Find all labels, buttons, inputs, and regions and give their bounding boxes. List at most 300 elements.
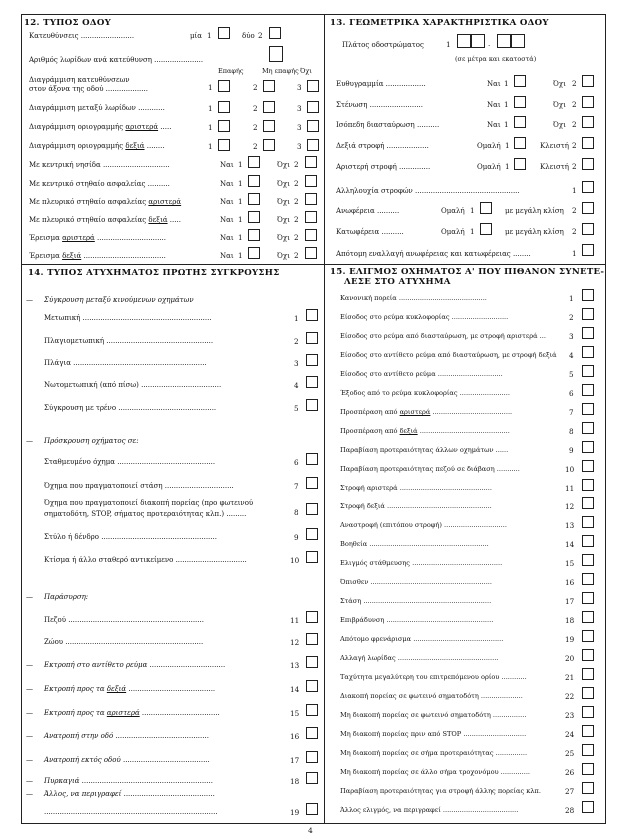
s14-dash-num-3: 16 — [290, 732, 300, 741]
s15-num-8: 9 — [569, 446, 574, 455]
s12-row3-2-opt-num-0: 1 — [208, 142, 213, 151]
s14-item-1-1: Όχημα που πραγματοποιεί στάση ............................... — [44, 482, 234, 490]
s12-yes-checkbox-5[interactable] — [248, 247, 260, 259]
separation-opt-checkbox-0[interactable] — [218, 80, 230, 92]
s12-row3-0-pre: Διαγράμμιση μεταξύ λωρίδων ............ — [29, 104, 165, 112]
s14-dash-num-5: 18 — [290, 777, 300, 786]
s12-row3-2-opt-checkbox-2[interactable] — [307, 139, 319, 151]
s15-title-line2: ΛΕΣΕ ΣΤΟ ΑΤΥΧΗΜΑ — [344, 277, 451, 287]
separation-opt-checkbox-1[interactable] — [263, 80, 275, 92]
curve-opt2-label-1: Κλειστή — [540, 163, 569, 171]
s12-yesno-4 — [29, 234, 166, 242]
s15-item-26 — [340, 787, 541, 795]
s14-dash-item-4 — [44, 756, 210, 764]
s14-dash-item-6 — [44, 790, 215, 798]
s15-item-6-post: ...................................... — [430, 408, 513, 416]
succession-num: 1 — [572, 186, 577, 195]
s14-dash-item-5-post: ........................................................... — [79, 777, 213, 785]
curve-opt2-checkbox-0[interactable] — [582, 137, 594, 149]
s14-item-1-3: Στύλο ή δένδρο .................................................... — [44, 533, 217, 541]
s12-no-num-5: 2 — [294, 251, 299, 260]
grade-opt2-label-1: με μεγάλη κλίση — [505, 228, 564, 236]
s15-item-16-post: ............................................................. — [361, 597, 492, 605]
direction-two-num: 2 — [258, 31, 263, 40]
s14-num-1-0: 6 — [294, 458, 299, 467]
s13-yesno-label-0: Ευθυγραμμία .................. — [336, 80, 426, 88]
s15-num-20: 21 — [565, 673, 575, 682]
s14-dash-item-2-pre: Εκτροπή προς τα — [44, 709, 107, 717]
s15-checkbox-18[interactable] — [582, 630, 594, 642]
separation-line1: Διαγράμμιση κατευθύνσεων — [29, 76, 130, 84]
succession-checkbox[interactable] — [582, 181, 594, 193]
s12-yes-checkbox-2[interactable] — [248, 193, 260, 205]
s15-item-12-post: .............................. — [441, 521, 507, 529]
s12-no-label-5: Όχι — [277, 252, 290, 260]
s12-row3-2-opt-checkbox-0[interactable] — [218, 139, 230, 151]
s12-yesno-4-underlined: αριστερά — [62, 234, 95, 242]
s14-dash-item-6-pre: Άλλος, να περιγραφεί — [44, 790, 122, 798]
s15-item-8 — [340, 446, 508, 454]
s13-no-num-1: 2 — [572, 100, 577, 109]
separation-opt-num-2: 3 — [297, 83, 302, 92]
direction-label: Κατευθύνσεις ........................ — [29, 32, 135, 40]
s13-no-num-0: 2 — [572, 79, 577, 88]
curve-label-0: Δεξιά στροφή ................... — [336, 142, 429, 150]
s15-checkbox-3[interactable] — [582, 346, 594, 358]
s12-row3-1-post: ..... — [158, 123, 172, 131]
s15-item-24 — [340, 749, 527, 757]
s15-num-27: 28 — [565, 806, 575, 815]
s14-last-checkbox[interactable] — [306, 803, 318, 815]
s12-row3-1-opt-num-2: 3 — [297, 123, 302, 132]
s14-num-1-3: 9 — [294, 533, 299, 542]
curve-opt1-checkbox-1[interactable] — [514, 158, 526, 170]
s14-item-0-4: Σύγκρουση με τρένο ............................................ — [44, 404, 217, 412]
direction-one-label: μία — [190, 32, 203, 40]
s15-checkbox-4[interactable] — [582, 365, 594, 377]
s15-checkbox-27[interactable] — [582, 801, 594, 813]
s14-checkbox-0-4[interactable] — [306, 399, 318, 411]
s13-no-checkbox-1[interactable] — [582, 96, 594, 108]
s14-checkbox-1-3[interactable] — [306, 528, 318, 540]
s15-num-17: 18 — [565, 616, 575, 625]
s15-item-3 — [340, 351, 557, 359]
s14-dash-num-1: 14 — [290, 685, 300, 694]
s15-item-19 — [340, 654, 498, 662]
s12-row3-0 — [29, 104, 165, 112]
s15-num-19: 20 — [565, 654, 575, 663]
alternating-label: Απότομη εναλλαγή ανωφέρειας και κατωφέρειας ........ — [336, 250, 531, 258]
s15-item-18-post: ........................................... — [411, 635, 504, 643]
s15-item-8-post: ...... — [493, 446, 509, 454]
s15-checkbox-22[interactable] — [582, 706, 594, 718]
s12-yesno-5-pre: Έρεισμα — [29, 252, 63, 260]
s15-item-12-pre: Αναστροφή (επιτόπου στροφή) — [340, 521, 442, 529]
s14-num-2-0: 11 — [290, 616, 300, 625]
s14-item-0-1: Πλαγιομετωπική ................................................ — [44, 337, 214, 345]
s12-yes-checkbox-3[interactable] — [248, 211, 260, 223]
s15-item-9 — [340, 465, 520, 473]
direction-two-checkbox[interactable] — [269, 27, 281, 39]
s15-checkbox-25[interactable] — [582, 763, 594, 775]
grade-opt1-num-1: 1 — [470, 227, 475, 236]
s12-yesno-4-pre: Έρεισμα — [29, 234, 63, 242]
s15-title-line1: 15. ΕΛΙΓΜΟΣ ΟΧΗΜΑΤΟΣ Α' ΠΟΥ ΠΙΘΑΝΟΝ ΣΥΝΕΤΕ- — [330, 267, 605, 277]
width-separator: . — [488, 40, 491, 48]
s15-item-1-post: ........................... — [449, 313, 509, 321]
s12-yes-label-5: Ναι — [220, 252, 234, 260]
s15-item-2-pre: Είσοδος στο ρεύμα από διασταύρωση, με στροφή αριστερά — [340, 332, 538, 340]
s12-yesno-2-pre: Με πλευρικό στηθαίο ασφαλείας — [29, 198, 149, 206]
s14-checkbox-2-1[interactable] — [306, 633, 318, 645]
s12-yes-checkbox-4[interactable] — [248, 229, 260, 241]
page-number: 4 — [308, 826, 313, 835]
s15-checkbox-0[interactable] — [582, 289, 594, 301]
grade-label-1: Κατωφέρεια .......... — [336, 228, 404, 236]
s12-no-num-0: 2 — [294, 160, 299, 169]
s15-item-20-post: ............ — [499, 673, 527, 681]
width-num: 1 — [446, 40, 451, 49]
s12-no-label-0: Όχι — [277, 161, 290, 169]
s15-item-5-post: ........................ — [457, 389, 510, 397]
s15-item-23-pre: Μη διακοπή πορείας πριν από STOP — [340, 730, 462, 738]
s15-checkbox-15[interactable] — [582, 573, 594, 585]
s15-num-4: 5 — [569, 370, 574, 379]
s15-item-11-post: .................................................. — [384, 502, 492, 510]
s15-num-14: 15 — [565, 559, 575, 568]
s15-item-17-post: ................................................... — [384, 616, 494, 624]
s14-group-heading-1: Πρόσκρουση οχήματος σε: — [44, 437, 139, 445]
s12-yesno-0 — [29, 161, 170, 169]
s15-item-13 — [340, 540, 489, 548]
s13-yes-checkbox-1[interactable] — [514, 96, 526, 108]
s15-checkbox-19[interactable] — [582, 649, 594, 661]
s15-item-19-pre: Αλλαγή λωρίδας — [340, 654, 396, 662]
s15-checkbox-1[interactable] — [582, 308, 594, 320]
s14-dash-checkbox-2[interactable] — [306, 704, 318, 716]
s12-row3-1-pre: Διαγράμμιση οριογραμμής — [29, 123, 126, 131]
s13-yes-label-2: Ναι — [487, 121, 501, 129]
s13-yesno-label-2: Ισόπεδη διασταύρωση .......... — [336, 121, 440, 129]
s14-dash-checkbox-3[interactable] — [306, 727, 318, 739]
direction-one-num: 1 — [207, 31, 212, 40]
s15-num-6: 7 — [569, 408, 574, 417]
width-digit-2[interactable] — [471, 34, 485, 48]
s15-item-9-post: ........... — [494, 465, 520, 473]
s12-no-num-1: 2 — [294, 179, 299, 188]
s14-dash-item-1-underlined: δεξιά — [106, 685, 127, 693]
width-label: Πλάτος οδοστρώματος — [342, 41, 424, 49]
col-header-1: Μη επαφής — [262, 67, 299, 75]
s12-row3-2-post: ........ — [144, 142, 165, 150]
s14-num-0-2: 3 — [294, 359, 299, 368]
s15-item-22-post: ................ — [490, 711, 527, 719]
s12-row3-2-opt-checkbox-1[interactable] — [263, 139, 275, 151]
s15-checkbox-8[interactable] — [582, 441, 594, 453]
s15-item-1-pre: Είσοδος στο ρεύμα κυκλοφορίας — [340, 313, 450, 321]
width-digit-4[interactable] — [511, 34, 525, 48]
s15-item-24-post: ............... — [493, 749, 528, 757]
s15-checkbox-13[interactable] — [582, 535, 594, 547]
s15-item-11 — [340, 502, 492, 510]
s12-no-num-3: 2 — [294, 215, 299, 224]
s14-dash-item-5-pre: Πυρκαγιά — [44, 777, 80, 785]
s14-dash-item-1 — [44, 685, 215, 693]
grade-opt2-num-0: 2 — [572, 206, 577, 215]
s15-item-25 — [340, 768, 530, 776]
s15-item-25-pre: Μη διακοπή πορείας σε άλλο σήμα τροχονόμου — [340, 768, 499, 776]
col-header-2: Όχι — [300, 67, 312, 75]
s15-checkbox-16[interactable] — [582, 592, 594, 604]
separation-opt-checkbox-2[interactable] — [307, 80, 319, 92]
s15-item-10-post: ............................................ — [397, 484, 492, 492]
s12-title: 12. ΤΥΠΟΣ ΟΔΟΥ — [24, 18, 112, 28]
s12-no-checkbox-5[interactable] — [305, 247, 317, 259]
col-header-0: Επαφής — [218, 67, 244, 75]
s15-checkbox-11[interactable] — [582, 497, 594, 509]
s15-item-11-pre: Στροφή δεξιά — [340, 502, 385, 510]
s15-item-7-underlined: δεξιά — [399, 427, 418, 435]
s15-checkbox-24[interactable] — [582, 744, 594, 756]
s15-item-15-pre: Όπισθεν — [340, 578, 369, 586]
s14-dash-3: — — [26, 732, 33, 740]
s14-dash-item-3 — [44, 732, 209, 740]
s12-yesno-3 — [29, 216, 181, 224]
grade-opt2-checkbox-0[interactable] — [582, 202, 594, 214]
s14-dash-0: — — [26, 661, 33, 669]
s14-dash-item-2-post: ................................... — [139, 709, 220, 717]
s12-row3-1-opt-checkbox-1[interactable] — [263, 120, 275, 132]
s14-dash-checkbox-0[interactable] — [306, 656, 318, 668]
s14-dash-checkbox-4[interactable] — [306, 751, 318, 763]
s15-checkbox-2[interactable] — [582, 327, 594, 339]
s12-row3-1-opt-num-0: 1 — [208, 123, 213, 132]
s15-item-0 — [340, 294, 487, 302]
curve-opt2-num-0: 2 — [572, 141, 577, 150]
s13-no-label-1: Όχι — [553, 101, 566, 109]
s15-num-18: 19 — [565, 635, 575, 644]
s12-row3-1-opt-num-1: 2 — [253, 123, 258, 132]
bottom-divider — [324, 264, 325, 824]
s15-num-7: 8 — [569, 427, 574, 436]
s12-no-checkbox-4[interactable] — [305, 229, 317, 241]
width-note: (σε μέτρα και εκατοστά) — [455, 55, 537, 63]
s15-checkbox-26[interactable] — [582, 782, 594, 794]
s15-item-22-pre: Μη διακοπή πορείας σε φωτεινό σηματοδότη — [340, 711, 491, 719]
s14-group-dash-1: — — [26, 437, 33, 445]
alternating-num: 1 — [572, 249, 577, 258]
s13-yes-checkbox-0[interactable] — [514, 75, 526, 87]
s15-item-3-pre: Είσοδος στο αντίθετο ρεύμα από διασταύρωση, με στροφή δεξιά — [340, 351, 557, 359]
s15-checkbox-21[interactable] — [582, 687, 594, 699]
s12-row3-0-opt-checkbox-2[interactable] — [307, 101, 319, 113]
s14-dash-1: — — [26, 685, 33, 693]
s12-row3-0-opt-checkbox-0[interactable] — [218, 101, 230, 113]
s14-group-heading-2: Παράσυρση: — [44, 593, 89, 601]
s12-no-checkbox-1[interactable] — [305, 175, 317, 187]
s15-item-8-pre: Παραβίαση προτεραιότητας άλλων οχημάτων — [340, 446, 494, 454]
s14-dash-item-3-pre: Ανατροπή στην οδό — [44, 732, 114, 740]
width-digit-1[interactable] — [457, 34, 471, 48]
s14-dash-item-2-underlined: αριστερά — [106, 709, 140, 717]
s15-item-4-post: ............................... — [435, 370, 503, 378]
s15-item-14-pre: Ελιγμός στάθμευσης — [340, 559, 410, 567]
s15-num-23: 24 — [565, 730, 575, 739]
s12-row3-2-opt-num-1: 2 — [253, 142, 258, 151]
curve-label-1: Αριστερή στροφή .............. — [336, 163, 431, 171]
s14-num-0-0: 1 — [294, 314, 299, 323]
s12-yes-num-0: 1 — [238, 160, 243, 169]
s15-checkbox-17[interactable] — [582, 611, 594, 623]
s12-yesno-2-underlined: αριστερά — [148, 198, 182, 206]
s12-yes-label-1: Ναι — [220, 180, 234, 188]
grade-opt2-label-0: με μεγάλη κλίση — [505, 207, 564, 215]
s14-last-line: .............................................................................. — [44, 808, 218, 816]
s12-yes-label-4: Ναι — [220, 234, 234, 242]
s14-checkbox-0-2[interactable] — [306, 354, 318, 366]
s12-no-checkbox-0[interactable] — [305, 156, 317, 168]
s12-no-num-2: 2 — [294, 197, 299, 206]
s13-no-checkbox-2[interactable] — [582, 116, 594, 128]
s15-checkbox-9[interactable] — [582, 460, 594, 472]
s13-no-num-2: 2 — [572, 120, 577, 129]
curve-opt1-num-0: 1 — [505, 141, 510, 150]
s15-item-27 — [340, 806, 518, 814]
s12-yes-checkbox-1[interactable] — [248, 175, 260, 187]
s15-item-20-pre: Ταχύτητα μεγαλύτερη του επιτρεπόμενου ορίου — [340, 673, 500, 681]
curve-opt2-checkbox-1[interactable] — [582, 158, 594, 170]
s15-checkbox-23[interactable] — [582, 725, 594, 737]
s14-checkbox-1-0[interactable] — [306, 453, 318, 465]
s15-checkbox-12[interactable] — [582, 516, 594, 528]
s15-checkbox-7[interactable] — [582, 422, 594, 434]
s13-no-label-2: Όχι — [553, 121, 566, 129]
grade-opt1-checkbox-0[interactable] — [480, 202, 492, 214]
s14-dash-item-4-pre: Ανατροπή εκτός οδού — [44, 756, 121, 764]
grade-opt1-checkbox-1[interactable] — [480, 223, 492, 235]
s15-item-18 — [340, 635, 503, 643]
s15-item-4-pre: Είσοδος στο αντίθετο ρεύμα — [340, 370, 436, 378]
s15-item-23-post: .............................. — [461, 730, 527, 738]
s14-num-2-1: 12 — [290, 638, 300, 647]
grade-opt2-checkbox-1[interactable] — [582, 223, 594, 235]
grade-opt1-label-1: Ομαλή — [441, 228, 465, 236]
s12-row3-0-opt-num-2: 3 — [297, 104, 302, 113]
curve-opt1-checkbox-0[interactable] — [514, 137, 526, 149]
s15-checkbox-5[interactable] — [582, 384, 594, 396]
s15-item-23 — [340, 730, 526, 738]
s12-yesno-4-post: ............................... — [94, 234, 166, 242]
s15-item-20 — [340, 673, 527, 681]
s15-item-7-post: ........................................... — [417, 427, 510, 435]
curve-opt2-num-1: 2 — [572, 162, 577, 171]
s14-checkbox-1-1[interactable] — [306, 477, 318, 489]
grade-opt2-num-1: 2 — [572, 227, 577, 236]
s15-item-6-pre: Προσπέραση από — [340, 408, 400, 416]
alternating-checkbox[interactable] — [582, 244, 594, 256]
s14-group-heading-0: Σύγκρουση μεταξύ κινούμενων οχημάτων — [44, 296, 194, 304]
s15-num-22: 23 — [565, 711, 575, 720]
s15-item-7 — [340, 427, 510, 435]
s12-yesno-5-underlined: δεξιά — [62, 252, 82, 260]
s12-row3-1-underlined: αριστερά — [125, 123, 159, 131]
s14-last-num: 19 — [290, 808, 300, 817]
s15-num-15: 16 — [565, 578, 575, 587]
s12-yesno-5-post: ..................................... — [81, 252, 166, 260]
s15-item-13-pre: Βοηθεία — [340, 540, 368, 548]
width-digit-3[interactable] — [497, 34, 511, 48]
s14-item-1-2: Όχημα που πραγματοποιεί διακοπή πορείας (προ φωτεινού — [44, 499, 254, 507]
s15-num-21: 22 — [565, 692, 575, 701]
s15-checkbox-14[interactable] — [582, 554, 594, 566]
s12-yes-checkbox-0[interactable] — [248, 156, 260, 168]
s13-no-checkbox-0[interactable] — [582, 75, 594, 87]
separation-opt-num-0: 1 — [208, 83, 213, 92]
s15-checkbox-10[interactable] — [582, 479, 594, 491]
s12-yes-num-1: 1 — [238, 179, 243, 188]
s14-dash-checkbox-5[interactable] — [306, 772, 318, 784]
s15-num-2: 3 — [569, 332, 574, 341]
s15-checkbox-6[interactable] — [582, 403, 594, 415]
s14-dash-num-4: 17 — [290, 756, 300, 765]
s15-num-9: 10 — [565, 465, 575, 474]
s15-num-24: 25 — [565, 749, 575, 758]
s14-num-1-2: 8 — [294, 508, 299, 517]
s15-item-9-pre: Παραβίαση προτεραιότητας πεζού σε διάβαση — [340, 465, 495, 473]
s15-item-12 — [340, 521, 507, 529]
s14-checkbox-0-0[interactable] — [306, 309, 318, 321]
s15-item-16-pre: Στάση — [340, 597, 362, 605]
s12-row3-2-opt-num-2: 3 — [297, 142, 302, 151]
s15-item-21-post: .................... — [478, 692, 523, 700]
s12-yesno-3-pre: Με πλευρικό στηθαίο ασφαλείας — [29, 216, 149, 224]
s12-yes-label-0: Ναι — [220, 161, 234, 169]
s14-checkbox-0-3[interactable] — [306, 376, 318, 388]
s14-checkbox-2-0[interactable] — [306, 611, 318, 623]
s14-item-0-0: Μετωπική .......................................................... — [44, 314, 212, 322]
separation-line2: στον άξονα της οδού ................... — [29, 85, 148, 93]
s13-yesno-label-1: Στένωση ........................ — [336, 101, 424, 109]
s14-dash-item-2 — [44, 709, 220, 717]
s12-row3-1-opt-checkbox-0[interactable] — [218, 120, 230, 132]
s12-yesno-3-underlined: δεξιά — [148, 216, 168, 224]
s12-yesno-0-pre: Με κεντρική νησίδα .............................. — [29, 161, 170, 169]
s12-row3-1 — [29, 123, 171, 131]
s14-item-1-2-line2: σηματοδότη, STOP, σήματος προτεραιότητας κλπ.) ......... — [44, 510, 247, 518]
s14-item-1-4: Κτίσμα ή άλλο σταθερό αντικείμενο ................................ — [44, 556, 247, 564]
s15-item-7-pre: Προσπέραση από — [340, 427, 400, 435]
s15-item-24-pre: Μη διακοπή πορείας σε σήμα προτεραιότητας — [340, 749, 494, 757]
s12-row3-0-opt-num-0: 1 — [208, 104, 213, 113]
direction-one-checkbox[interactable] — [218, 27, 230, 39]
s15-item-27-pre: Άλλος ελιγμός, να περιγραφεί — [340, 806, 441, 814]
s15-item-14-post: ........................................... — [410, 559, 503, 567]
s15-num-13: 14 — [565, 540, 575, 549]
s15-checkbox-20[interactable] — [582, 668, 594, 680]
lanes-input[interactable] — [269, 46, 283, 62]
s12-no-checkbox-3[interactable] — [305, 211, 317, 223]
s12-no-checkbox-2[interactable] — [305, 193, 317, 205]
s14-checkbox-1-4[interactable] — [306, 551, 318, 563]
s14-num-1-4: 10 — [290, 556, 300, 565]
s13-yes-checkbox-2[interactable] — [514, 116, 526, 128]
s14-checkbox-0-1[interactable] — [306, 332, 318, 344]
s15-item-18-pre: Απότομο φρενάρισμα — [340, 635, 412, 643]
s14-checkbox-1-2[interactable] — [306, 503, 318, 515]
s12-row3-1-opt-checkbox-2[interactable] — [307, 120, 319, 132]
s12-row3-0-opt-checkbox-1[interactable] — [263, 101, 275, 113]
s14-dash-checkbox-1[interactable] — [306, 680, 318, 692]
